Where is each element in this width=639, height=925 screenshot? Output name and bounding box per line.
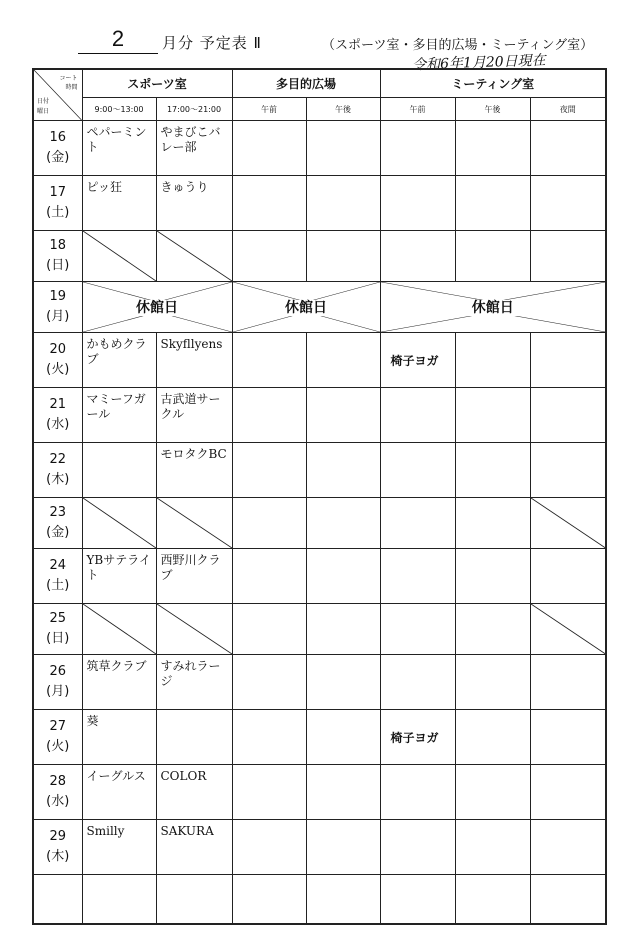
booking-cell[interactable]: ピッ狂 [82, 176, 156, 231]
booking-cell[interactable] [306, 498, 380, 549]
booking-cell[interactable] [380, 875, 455, 925]
schedule-row [33, 604, 606, 655]
schedule-row [33, 443, 606, 498]
corner-time-label: 時間 [65, 84, 78, 91]
unavailable-slash-cell [82, 498, 156, 549]
slot-header-meeting-night: 夜間 [530, 98, 606, 121]
corner-dow-label: 曜日 [37, 108, 50, 115]
date-cell [33, 549, 82, 604]
booking-cell[interactable] [530, 231, 606, 282]
corner-court-label: コート [59, 75, 78, 82]
booking-cell[interactable] [306, 820, 380, 875]
unavailable-slash-cell [156, 498, 232, 549]
booking-cell[interactable]: 椅子ヨガ [380, 710, 455, 765]
booking-cell[interactable] [455, 710, 530, 765]
day-of-week: (土) [46, 578, 70, 593]
booking-cell[interactable] [530, 820, 606, 875]
date-number: 28 [49, 774, 67, 789]
date-cell [33, 655, 82, 710]
booking-cell[interactable] [232, 498, 306, 549]
slot-header-sports-pm: 17:00〜21:00 [156, 98, 232, 121]
booking-cell[interactable]: 葵 [82, 710, 156, 765]
booking-cell[interactable] [232, 121, 306, 176]
booking-cell[interactable] [306, 121, 380, 176]
booking-cell[interactable]: 筑草クラブ [82, 655, 156, 710]
booking-cell[interactable]: 西野川クラブ [156, 549, 232, 604]
booking-cell[interactable]: 古武道サークル [156, 388, 232, 443]
booking-cell[interactable] [530, 765, 606, 820]
booking-cell[interactable]: YBサテライト [82, 549, 156, 604]
corner-date-label: 日付 [37, 98, 50, 105]
booking-cell[interactable] [306, 333, 380, 388]
day-of-week: (木) [46, 849, 70, 864]
schedule-row [33, 655, 606, 710]
booking-cell[interactable] [455, 443, 530, 498]
room-header-meeting: ミーティング室 [380, 69, 606, 98]
booking-cell[interactable] [455, 498, 530, 549]
booking-cell[interactable]: モロタクBC [156, 443, 232, 498]
date-number: 22 [49, 452, 67, 467]
booking-cell[interactable] [306, 231, 380, 282]
booking-cell[interactable] [455, 549, 530, 604]
booking-cell[interactable] [82, 443, 156, 498]
unavailable-slash-cell [82, 604, 156, 655]
date-cell [33, 498, 82, 549]
date-cell [33, 176, 82, 231]
schedule-row [33, 388, 606, 443]
date-cell [33, 710, 82, 765]
booking-cell[interactable] [455, 231, 530, 282]
booking-cell[interactable] [380, 498, 455, 549]
booking-cell[interactable] [455, 820, 530, 875]
booking-cell[interactable]: きゅうり [156, 176, 232, 231]
booking-cell[interactable] [530, 655, 606, 710]
booking-cell[interactable] [455, 388, 530, 443]
booking-cell[interactable] [306, 176, 380, 231]
slot-header-sports-am: 9:00〜13:00 [82, 98, 156, 121]
booking-cell[interactable] [380, 388, 455, 443]
booking-cell[interactable] [530, 176, 606, 231]
room-header-sports: スポーツ室 [82, 69, 232, 98]
day-of-week: (月) [46, 309, 70, 324]
day-of-week: (水) [46, 417, 70, 432]
booking-cell[interactable] [530, 710, 606, 765]
booking-cell[interactable] [530, 875, 606, 925]
closed-day-cell [380, 282, 606, 333]
booking-cell[interactable] [380, 121, 455, 176]
booking-cell[interactable] [380, 820, 455, 875]
date-cell [33, 388, 82, 443]
as-of-date: 令和6年1月20日現在 [411, 52, 546, 74]
booking-cell[interactable] [455, 176, 530, 231]
booking-cell[interactable] [380, 176, 455, 231]
booking-cell[interactable] [232, 655, 306, 710]
booking-cell[interactable] [380, 549, 455, 604]
day-of-week: (金) [46, 150, 70, 165]
unavailable-slash-cell [82, 231, 156, 282]
date-cell [33, 231, 82, 282]
day-of-week: (日) [46, 631, 70, 646]
booking-cell[interactable]: 椅子ヨガ [380, 333, 455, 388]
booking-cell[interactable] [306, 875, 380, 925]
booking-cell[interactable] [82, 875, 156, 925]
schedule-row [33, 121, 606, 176]
slot-header-meeting-pm: 午後 [455, 98, 530, 121]
date-cell [33, 121, 82, 176]
date-number: 27 [49, 719, 67, 734]
booking-cell[interactable] [306, 388, 380, 443]
unavailable-slash-cell [530, 604, 606, 655]
corner-header-cell [33, 69, 82, 121]
day-of-week: (火) [46, 362, 70, 377]
booking-cell[interactable] [380, 765, 455, 820]
booking-cell[interactable] [530, 388, 606, 443]
booking-cell[interactable] [232, 820, 306, 875]
date-number: 26 [49, 664, 67, 679]
closed-day-label: 休館日 [466, 300, 520, 316]
closed-day-cell [82, 282, 232, 333]
date-number: 24 [49, 558, 67, 573]
booking-cell[interactable]: COLOR [156, 765, 232, 820]
date-number: 16 [49, 130, 67, 145]
booking-cell[interactable] [380, 443, 455, 498]
booking-cell[interactable] [530, 121, 606, 176]
schedule-table [32, 68, 607, 925]
schedule-row [33, 176, 606, 231]
booking-cell[interactable] [455, 655, 530, 710]
day-of-week: (月) [46, 684, 70, 699]
booking-cell[interactable] [156, 710, 232, 765]
slot-header-meeting-am: 午前 [380, 98, 455, 121]
date-cell [33, 333, 82, 388]
booking-cell[interactable] [306, 604, 380, 655]
booking-cell[interactable]: イーグルス [82, 765, 156, 820]
booking-cell[interactable] [232, 388, 306, 443]
booking-cell[interactable] [455, 604, 530, 655]
booking-cell[interactable] [232, 231, 306, 282]
date-cell [33, 443, 82, 498]
date-number: 21 [49, 397, 67, 412]
unavailable-slash-cell [530, 498, 606, 549]
booking-cell[interactable] [306, 710, 380, 765]
date-number: 17 [49, 185, 67, 200]
room-header-plaza: 多目的広場 [232, 69, 380, 98]
schedule-row [33, 282, 606, 333]
schedule-row [33, 820, 606, 875]
closed-day-label: 休館日 [279, 300, 333, 316]
booking-cell[interactable] [380, 655, 455, 710]
booking-cell[interactable] [306, 549, 380, 604]
booking-cell[interactable]: すみれラージ [156, 655, 232, 710]
booking-cell[interactable] [232, 875, 306, 925]
date-number: 29 [49, 829, 67, 844]
schedule-row [33, 333, 606, 388]
booking-cell[interactable]: やまびこバレー部 [156, 121, 232, 176]
blank-row [33, 875, 606, 925]
date-number: 20 [49, 342, 67, 357]
booking-cell[interactable] [380, 231, 455, 282]
date-number: 19 [49, 289, 67, 304]
date-number: 23 [49, 505, 67, 520]
day-of-week: (木) [46, 472, 70, 487]
date-cell [33, 875, 82, 925]
booking-cell[interactable]: ペパーミント [82, 121, 156, 176]
date-number: 18 [49, 238, 67, 253]
booking-cell[interactable] [232, 549, 306, 604]
day-of-week: (火) [46, 739, 70, 754]
schedule-row [33, 231, 606, 282]
page-title: 月分 予定表 Ⅱ [162, 34, 262, 52]
schedule-row [33, 549, 606, 604]
booking-cell[interactable] [380, 604, 455, 655]
date-cell [33, 820, 82, 875]
booking-cell[interactable]: Smilly [82, 820, 156, 875]
booking-cell[interactable] [306, 765, 380, 820]
day-of-week: (日) [46, 258, 70, 273]
page-subtitle: （スポーツ室・多目的広場・ミーティング室） [322, 38, 594, 53]
booking-cell[interactable] [232, 176, 306, 231]
day-of-week: (土) [46, 205, 70, 220]
booking-cell[interactable] [455, 333, 530, 388]
booking-cell[interactable] [232, 443, 306, 498]
booking-cell[interactable] [530, 333, 606, 388]
day-of-week: (水) [46, 794, 70, 809]
booking-cell[interactable] [232, 333, 306, 388]
schedule-row [33, 710, 606, 765]
unavailable-slash-cell [156, 231, 232, 282]
booking-cell[interactable] [232, 604, 306, 655]
booking-cell[interactable] [156, 875, 232, 925]
booking-cell[interactable] [306, 443, 380, 498]
month-number: 2 [111, 26, 125, 51]
booking-cell[interactable] [455, 765, 530, 820]
date-cell [33, 604, 82, 655]
booking-cell[interactable] [530, 549, 606, 604]
date-cell [33, 282, 82, 333]
closed-day-cell [232, 282, 380, 333]
unavailable-slash-cell [156, 604, 232, 655]
schedule-row [33, 765, 606, 820]
date-cell [33, 765, 82, 820]
booking-cell[interactable]: SAKURA [156, 820, 232, 875]
booking-cell[interactable]: マミーフガール [82, 388, 156, 443]
booking-cell[interactable]: Skyfllyens [156, 333, 232, 388]
slot-header-plaza-am: 午前 [232, 98, 306, 121]
booking-cell[interactable]: かもめクラブ [82, 333, 156, 388]
booking-cell[interactable] [232, 765, 306, 820]
date-number: 25 [49, 611, 67, 626]
day-of-week: (金) [46, 525, 70, 540]
booking-cell[interactable] [455, 875, 530, 925]
booking-cell[interactable] [306, 655, 380, 710]
booking-cell[interactable] [455, 121, 530, 176]
month-underline [78, 53, 158, 54]
booking-cell[interactable] [530, 443, 606, 498]
booking-cell[interactable] [232, 710, 306, 765]
schedule-row [33, 498, 606, 549]
closed-day-label: 休館日 [130, 300, 184, 316]
slot-header-plaza-pm: 午後 [306, 98, 380, 121]
